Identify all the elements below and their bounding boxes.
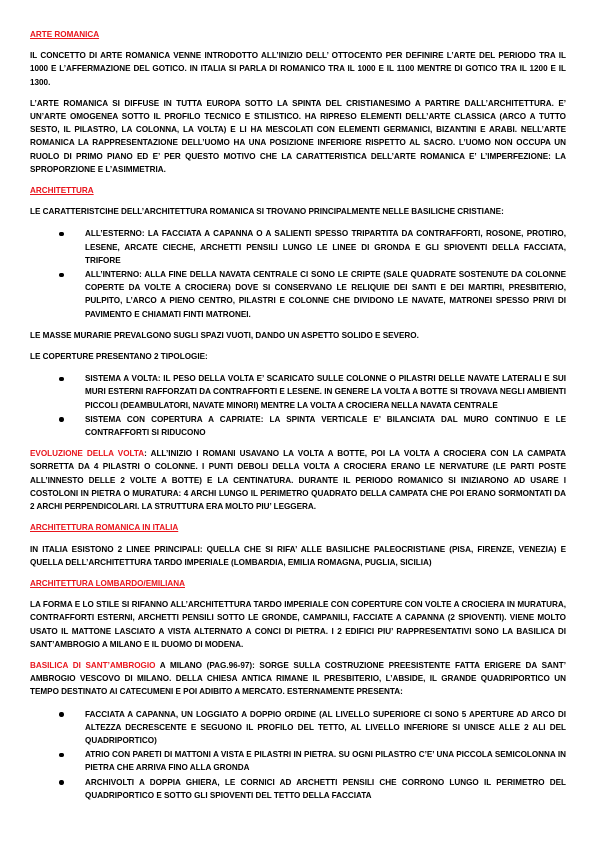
heading-lombardo-emiliana: ARCHITETTURA LOMBARDO/EMILIANA [30,578,185,588]
list-esterno-basilica [30,708,566,802]
list-item-text: FACCIATA A CAPANNA, UN LOGGIATO A DOPPIO ORDINE (AL LIVELLO SUPERIORE CI SONO 5 APERTURE AD ARCO DI ALTEZZA DECRESCENTE E SEGUONO IL PROFILO DEL TETTO, AL LIVELLO INFERIORE SI UNISCE ALLE 2 ALI DEL QUADRIPORTICO) [85,709,566,745]
list-item [85,227,566,267]
heading-architettura-italia: ARCHITETTURA ROMANICA IN ITALIA [30,523,179,533]
list-item [85,776,566,802]
bullet-icon [59,377,64,382]
paragraph-caratteristiche: LE CARATTERISTCIHE DELL’ARCHITETTURA ROMANICA SI TROVANO PRINCIPALMENTE NELLE BASILICHE CRISTIANE: [30,207,504,217]
list-item-text: ATRIO CON PARETI DI MATTONI A VISTA E PILASTRI IN PIETRA. SU OGNI PILASTRO C’E’ UNA PICCOLA SEMICOLONNA IN PIETRA CHE ARRIVA FINO ALLA GRONDA [85,750,566,773]
list-item [85,708,566,748]
label-sant-ambrogio: BASILICA DI SANT’AMBROGIO [30,660,156,670]
paragraph-linee-principali: IN ITALIA ESISTONO 2 LINEE PRINCIPALI: QUELLA CHE SI RIFA’ ALLE BASILICHE PALEOCRISTIANE (PISA, FIRENZE, VENEZIA) E QUELLA DELL’ARCHITETTURA TARDO IMPERIALE (LOMBARDIA, EMILIA ROMAGNA, PUGLIA, SICILIA) [30,544,566,567]
paragraph-evoluzione-volta [30,447,566,513]
paragraph-sant-ambrogio [30,659,566,699]
list-item [85,748,566,774]
list-coperture [30,372,566,439]
paragraph-diffusione: L’ARTE ROMANICA SI DIFFUSE IN TUTTA EUROPA SOTTO LA SPINTA DEL CRISTIANESIMO A PARTIRE DALL’ARCHITETTURA. E’ UN’ARTE OMOGENEA SOTTO IL PROFILO TECNICO E STILISTICO. HA RIPRESO ELEMENTI DELL’ARTE CLASSICA (ARCO A TUTTO SESTO, IL PILASTRO, LA COLONNA, LA VOLTA) E LI HA MESCOLATI CON ELEMENTI GERMANICI, BIZANTINI E ARABI. NELL’ARTE ROMANICA LA RAPPRESENTAZIONE DELL’UOMO HA UNA POSIZIONE INFERIORE RISPETTO AL SACRO. L’UOMO NON OCCUPA UN RUOLO DI PRIMO PIANO ED E’ PER QUESTO MOTIVO CHE LA CARATTERISTICA DELL’ARTE ROMANICA E’ L’IMPERFEZIONE: LA SPROPORZIONE E L’ASIMMETRIA. [30,98,566,174]
heading-arte-romanica: ARTE ROMANICA [30,30,100,39]
label-evoluzione-volta: EVOLUZIONE DELLA VOLTA [30,449,145,459]
list-item [85,413,566,439]
list-item-text: ARCHIVOLTI A DOPPIA GHIERA, LE CORNICI AD ARCHETTI PENSILI CHE CORRONO LUNGO IL PERIMETRO DEL QUADRIPORTICO E SOTTO GLI SPIOVENTI DEL TETTO DELLA FACCIATA [85,777,566,800]
bullet-icon [59,712,64,717]
list-item-text: ALL’ESTERNO: LA FACCIATA A CAPANNA O A SALIENTI SPESSO TRIPARTITA DA CONTRAFFORTI, ROSONE, PROTIRO, LESENE, ARCATE CIECHE, ARCHETTI PENSILI LUNGO LE LINEE DI GRONDA E GLI SPIOVENTI DELLA FACCIATA, TRIFORE [85,229,566,265]
paragraph-masse-murarie: LE MASSE MURARIE PREVALGONO SUGLI SPAZI VUOTI, DANDO UN ASPETTO SOLIDO E SEVERO. [30,330,419,340]
list-item [85,372,566,412]
bullet-icon [59,273,64,278]
list-item-text: ALL’INTERNO: ALLA FINE DELLA NAVATA CENTRALE CI SONO LE CRIPTE (SALE QUADRATE SOSTENUTE DA COLONNE COPERTE DA VOLTE A CROCIERA) DOVE SI CONSERVANO LE RELIQUIE DEI SANTI E DEI MARTIRI, PRESBITERIO, PULPITO, L’ARCO A PIENO CENTRO, PILASTRI E COLONNE CHE DIVIDONO LE NAVATE, MATRONEI SPESSO PRIVI DI PAVIMENTO E CHIAMATI FINTI MATRONEI. [85,270,566,319]
bullet-icon [59,417,64,422]
bullet-icon [59,780,64,785]
text-sant-ambrogio: A MILANO (PAG.96-97): SORGE SULLA COSTRUZIONE PREESISTENTE FATTA ERIGERE DA SANT’ AMBROGIO VESCOVO DI MILANO. DELLA CHIESA ANTICA RIMANE IL PRESBITERIO, L’ABSIDE, IL GRANDE QUADRIPORTICO UN TEMPO DESTINATO AI CATECUMENI E POI ADIBITO A MERCATO. ESTERNAMENTE PRESENTA: [30,660,566,697]
list-item-text: SISTEMA A VOLTA: IL PESO DELLA VOLTA E’ SCARICATO SULLE COLONNE O PILASTRI DELLE NAVATE LATERALI E SUI MURI ESTERNI RAFFORZATI DA CONTRAFFORTI E LESENE. IN GENERE LA VOLTA A BOTTE SI TROVAVA NEGLI AMBIENTI PICCOLI (DEAMBULATORI, NAVATE MINORI) MENTRE LA VOLTA A CROCIERA NELLA NAVATA CENTRALE [85,374,566,410]
bullet-icon [59,232,64,237]
text-evoluzione-volta: : ALL’INIZIO I ROMANI USAVANO LA VOLTA A BOTTE, POI LA VOLTA A CROCIERA CON LA CAMPATA SORRETTA DA 4 PILASTRI O COLONNE. I PUNTI DEBOLI DELLA VOLTA A CROCIERA ERANO LE NERVATURE (LE PARTI POSTE ALL’INNESTO DELLE 2 VOLTE A BOTTE) E LA CENTINATURA. DURANTE IL PERIODO ROMANICO SI INIZIARONO AD USARE I COSTOLONI IN PIETRA O MURATURA: 4 ARCHI LUNGO IL PERIMETRO QUADRATO DELLA CAMPATA CHE POI ERANO SORMONTATI DA 2 ARCHI PERPENDICOLARI. LA STRUTTURA ERA MOLTO PIU’ LEGGERA. [30,449,566,512]
paragraph-coperture: LE COPERTURE PRESENTANO 2 TIPOLOGIE: [30,352,208,362]
paragraph-lombardo: LA FORMA E LO STILE SI RIFANNO ALL’ARCHITETTURA TARDO IMPERIALE CON COPERTURE CON VOLTE A CROCIERA IN MURATURA, CONTRAFFORTI ESTERNI, ARCHETTI PENSILI SOTTO LE GRONDE, CAMPANILI, FACCIATE A CAPANNA (2 SPIOVENTI). VIENE MOLTO USATO IL MATTONE LASCIATO A VISTA ALTERNATO A CONCI DI PIETRA. I 2 EDIFICI PIU’ RAPPRESENTATIVI SONO LA BASILICA DI SANT’AMBROGIO A MILANO E IL DUOMO DI MODENA. [30,600,566,649]
paragraph-intro: IL CONCETTO DI ARTE ROMANICA VENNE INTRODOTTO ALL’INIZIO DELL’ OTTOCENTO PER DEFINIRE L’ARTE DEL PERIODO TRA IL 1000 E L’AFFERMAZIONE DEL GOTICO. IN ITALIA SI PARLA DI ROMANICO TRA IL 1000 E IL 1100 MENTRE DI GOTICO TRA IL 1200 E IL 1300. [30,51,566,87]
list-item-text: SISTEMA CON COPERTURA A CAPRIATE: LA SPINTA VERTICALE E’ BILANCIATA DAL MURO CONTINUO E LE CONTRAFFORTI SI RIDUCONO [85,414,566,438]
list-item [85,268,566,321]
heading-architettura: ARCHITETTURA [30,186,94,196]
bullet-icon [59,753,64,758]
list-esterno-interno [30,227,566,320]
